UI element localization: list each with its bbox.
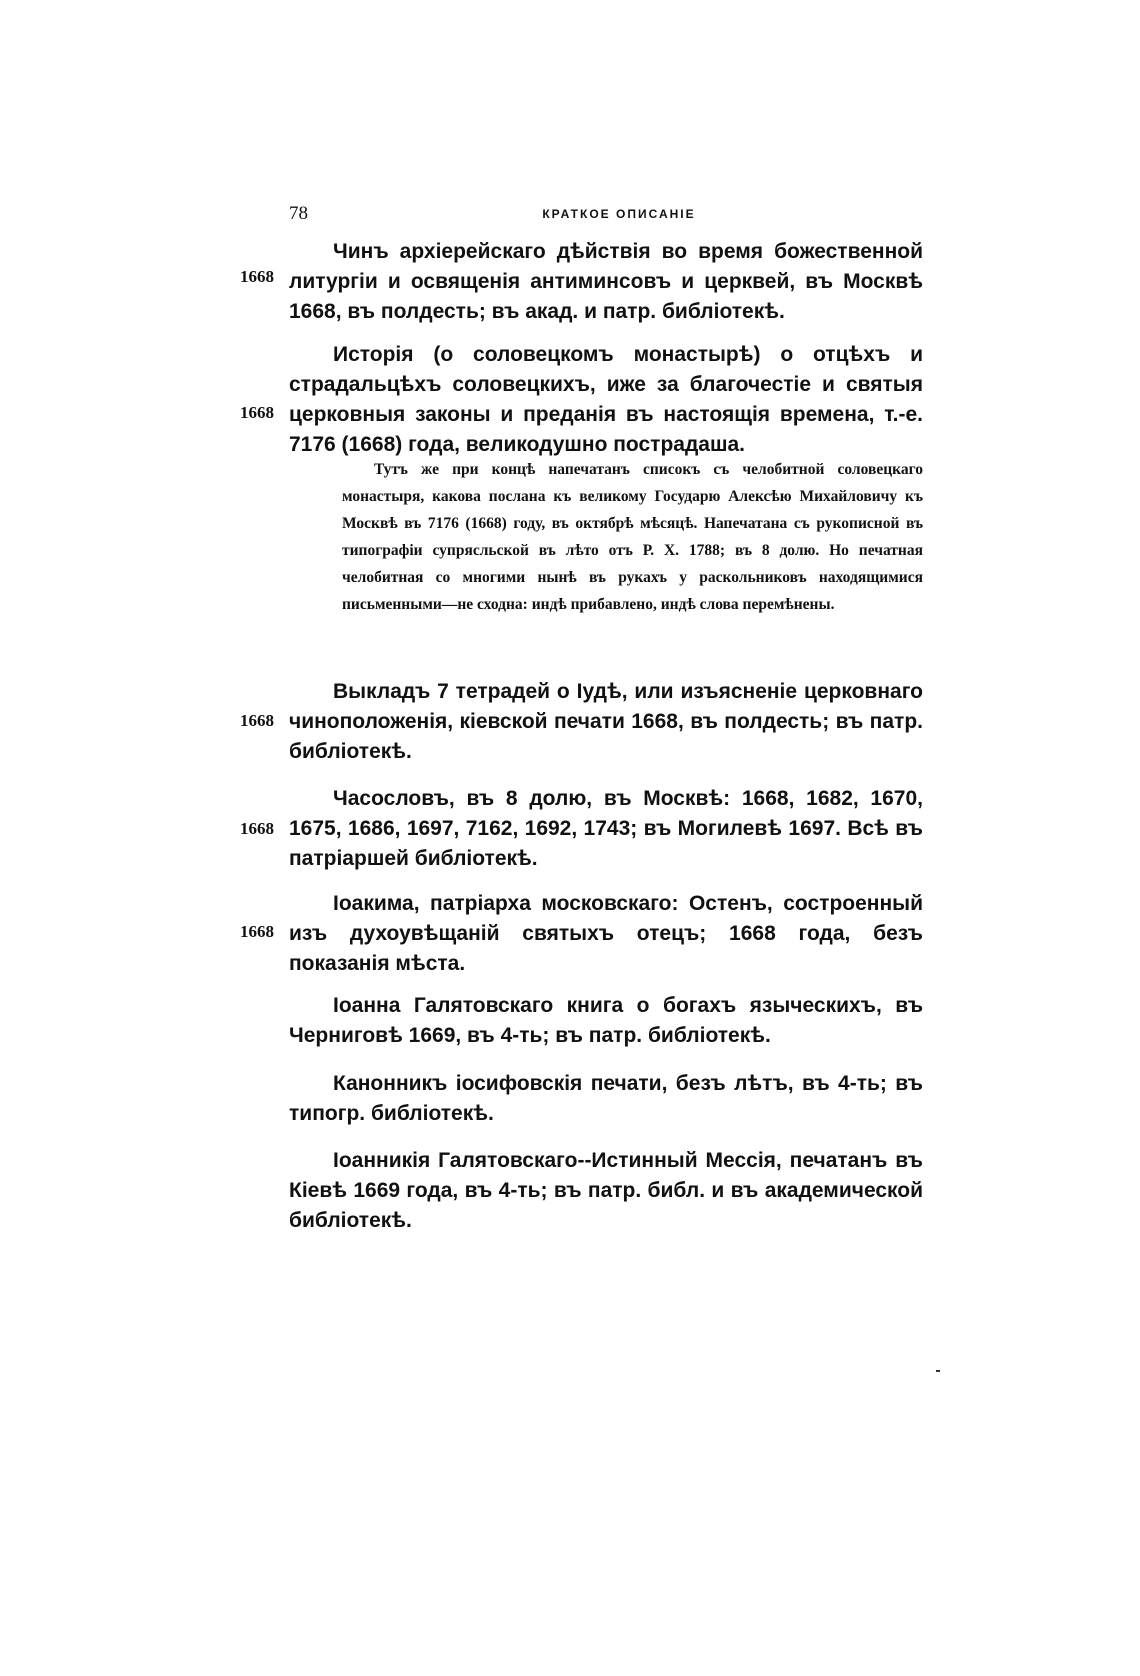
- stray-mark: [936, 1370, 940, 1372]
- catalog-entry: Канонникъ іосифовскія печати, безъ лѣтъ, въ 4-ть; въ типогр. библіотекѣ.: [289, 1072, 923, 1125]
- footnote-paragraph: Тутъ же при концѣ напечатанъ списокъ съ челобитной соловецкаго монастыря, какова послана къ великому Государю Алексѣю Михайловичу къ Москвѣ въ 7176 (1668) году, въ октябрѣ мѣсяцѣ. Напечатана съ рукописной въ типографіи супрясльской въ лѣто отъ Р. Х. 1788; въ 8 долю. Но печатная челобитная со многими нынѣ въ рукахъ у раскольниковъ находящимися письменными—не сходна: индѣ прибавлено, индѣ слова перемѣнены.: [342, 461, 923, 613]
- catalog-entry: Часословъ, въ 8 долю, въ Москвѣ: 1668, 1682, 1670, 1675, 1686, 1697, 7162, 1692, 1743; въ Могилевѣ 1697. Всѣ въ патріаршей библіотекѣ.: [289, 787, 923, 870]
- catalog-entry: Іоанникія Галятовскаго--Истинный Мессія, печатанъ въ Кіевѣ 1669 года, въ 4-ть; въ патр. библ. и въ академической библіотекѣ.: [289, 1149, 923, 1232]
- catalog-entry: Іоанна Галятовскаго книга о богахъ языческихъ, въ Черниговѣ 1669, въ 4-ть; въ патр. библіотекѣ.: [289, 994, 923, 1047]
- catalog-entry: Исторія (о соловецкомъ монастырѣ) о отцѣхъ и страдальцѣхъ соловецкихъ, иже за благочестіе и святыя церковныя законы и преданія въ настоящія времена, т.-е. 7176 (1668) года, великодушно пострадаша.: [289, 343, 923, 456]
- catalog-entry: Выкладъ 7 тетрадей о Іудѣ, или изъясненіе церковнаго чиноположенія, кіевской печати 1668, въ полдесть; въ патр. библіотекѣ.: [289, 680, 923, 763]
- margin-year: 1668: [240, 922, 274, 941]
- margin-year: 1668: [240, 403, 274, 422]
- margin-year: 1668: [240, 819, 274, 838]
- running-title: КРАТКОЕ ОПИСАНІЕ: [542, 207, 696, 221]
- catalog-entry: Іоакима, патріарха московскаго: Остенъ, состроенный изъ духоувѣщаній святыхъ отецъ; 1668 года, безъ показанія мѣста.: [289, 892, 923, 975]
- margin-year: 1668: [240, 711, 274, 730]
- margin-year: 1668: [240, 267, 274, 286]
- page-header: [289, 203, 923, 233]
- catalog-entry: Чинъ архіерейскаго дѣйствія во время божественной литургіи и освященія антиминсовъ и церквей, въ Москвѣ 1668, въ полдесть; въ акад. и патр. библіотекѣ.: [289, 240, 923, 323]
- page-number: 78: [289, 203, 308, 224]
